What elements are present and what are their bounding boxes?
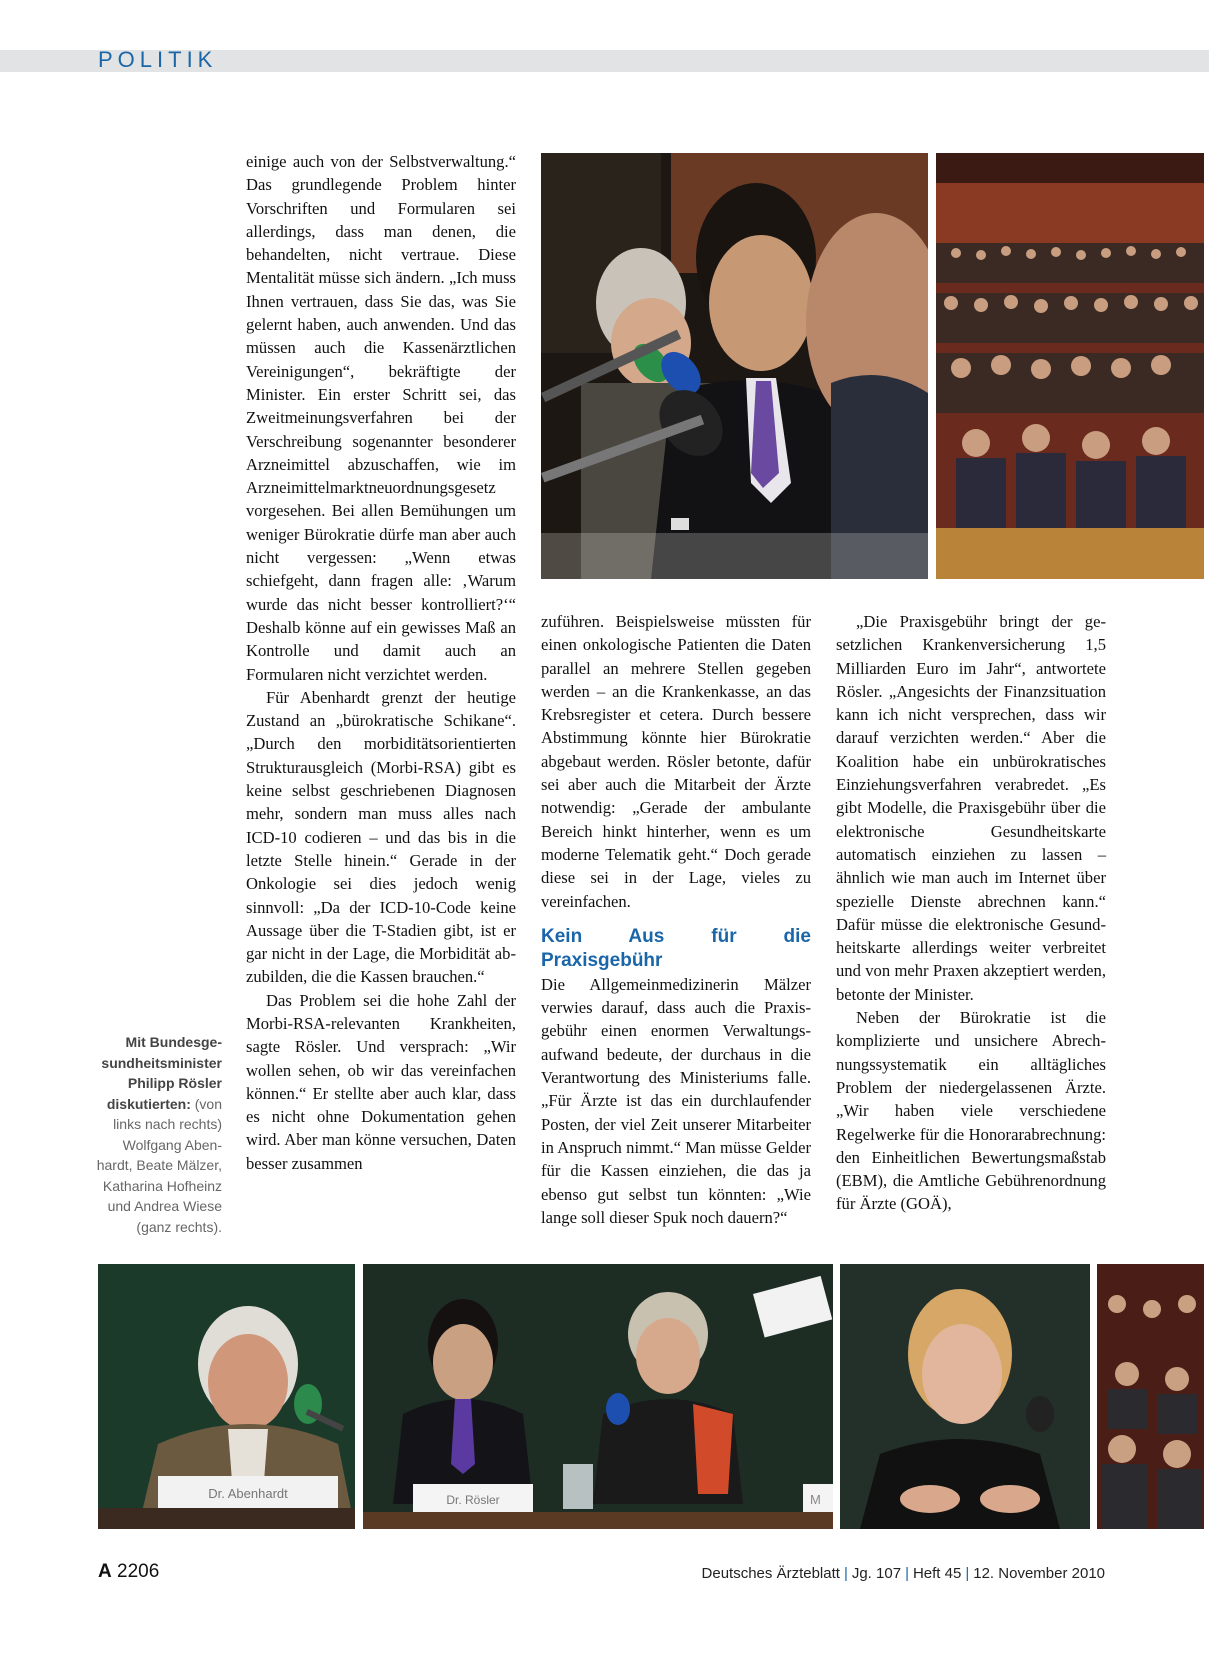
footer-separator: | (965, 1565, 970, 1582)
page-prefix: A (98, 1561, 112, 1582)
nameplate-m: M (810, 1492, 821, 1507)
photo-minister-speaking (541, 153, 928, 579)
paragraph: Das Problem sei die hohe Zahl der Morbi-RSA-relevanten Krankheiten, sagte Rösler. Und versprach: „Wir wollen sehen, ob wir das vereinfachen können.“ Er stellte aber auch klar, dass es nicht ohne Dokumentation gehen wird. Aber man könne versuchen, Daten besser zusammen (246, 990, 516, 1173)
photo-panel (363, 1264, 833, 1529)
journal-footer (702, 1565, 1105, 1582)
photo-abenhardt (98, 1264, 355, 1529)
paragraph: einige auch von der Selbstverwaltung.“ Das grundlegende Problem hinter Vorschriften und Formularen sei allerdings, dass man denen, die behandelten, nicht vertraue. Diese Mentalität müsse sich ändern. „Ich muss Ihnen vertrauen, dass Sie das, was Sie gelernt haben, auch anwenden. Und das müssen auch die Kassenärztlichen Vereinigungen“, bekräftigte der Minister. Ein erster Schritt sei, das Zweitmeinungsverfahren bei der Verschreibung sogenannter besonderer Arzneimittel abzuschaffen, wie im Arzneimittelmarktneuordnungsgesetz vorgesehen. Bei allen Bemühungen um weniger Bürokratie dürfe man aber auch nicht vergessen: „Wenn etwas schiefgeht, dann fragen alle: ‚Warum wurde das nicht besser kontrolliert?‘“ Deshalb könne auf ein gewisses Maß an Kontrolle und damit auch an Formularen nicht verzichtet werden. (246, 152, 516, 684)
caption-text: (von links nach rechts) Wolfgang Abenhardt, Beate Mälzer, Katharina Hofheinz und Andrea Wiese (ganz rechts). (96, 1095, 222, 1235)
nameplate-roesler: Dr. Rösler (446, 1493, 500, 1507)
caption-lead: Mit Bundesgesundheitsminister Philipp Rösler diskutierten: (101, 1034, 222, 1112)
photo-audience-small (1097, 1264, 1204, 1529)
paragraph: „Die Praxisgebühr bringt der gesetzlichen Krankenversicherung 1,5 Milliarden Euro im Jahr“, antwortete Rösler. „Angesichts der Finanzsituation kann ich nicht versprechen, dass wir darauf verzichten werden.“ Aber die Koalition habe ein unbürokratisches Einziehungsverfahren verabredet. „Es gibt Modelle, die Praxisgebühr über die elektronische Gesundheitskarte automatisch einziehen zu lassen – ähnlich wie man auch im Internet über spezielle Dienste abrechnen kann.“ Dafür müsse die elektronische Gesundheitskarte allerdings weiter verbreitet und von mehr Praxen akzeptiert werden, betonte der Minister. (836, 612, 1106, 1004)
text-column-2 (541, 610, 811, 1229)
paragraph: Neben der Bürokratie ist die komplizierte und unsichere Abrechnungssystematik ein alltägliches Problem der niedergelassenen Ärzte. „Wir haben viele verschiedene Regelwerke für die Honorarabrechnung: den Einheitlichen Bewertungsmaßstab (EBM), die Amtliche Gebührenordnung für Ärzte (GOÄ), (836, 1008, 1106, 1214)
text-column-1 (246, 150, 516, 1175)
subheading: Kein Aus für die Praxisgebühr (541, 925, 811, 971)
photo-caption (96, 1032, 222, 1237)
footer-separator: | (843, 1565, 848, 1582)
journal-issue: Heft 45 (912, 1565, 962, 1582)
journal-date: 12. November 2010 (973, 1565, 1105, 1582)
page-folio (98, 1561, 159, 1583)
paragraph: zuführen. Beispielsweise müssten für einen onkologische Patienten die Daten parallel an mehrere Stellen gegeben werden – an die Krankenkasse, an das Krebsregister et cetera. Durch bessere Abstimmung könnte hier Bürokratie abgebaut werden. Rösler betonte, dafür sei aber auch die Mitarbeit der Ärzte notwendig: „Gerade der ambulante Bereich hinkt hinterher, wenn es um moderne Telematik geht.“ Doch gerade diese sei in der Lage, vieles zu vereinfachen. (541, 612, 811, 911)
journal-name: Deutsches Ärzteblatt (701, 1565, 840, 1582)
journal-volume: Jg. 107 (851, 1565, 902, 1582)
page-number: 2206 (117, 1561, 160, 1582)
text-column-3 (836, 610, 1106, 1216)
paragraph: Für Abenhardt grenzt der heutige Zustand an „bürokratische Schikane“. „Durch den morbiditätsorientierten Strukturausgleich (Morbi-RSA) gibt es keine selbst geschriebenen Diagnosen mehr, sondern man muss alles nach ICD-10 codieren – und das bis in die letzte Stelle hinein.“ Gerade in der Onkologie sei dies jedoch wenig sinnvoll: „Da der ICD-10-Code keine Aussage über die T-Stadien gibt, ist er gar nicht in der Lage, die Morbidität abzubilden, die die Kassen brauchen.“ (246, 687, 516, 987)
paragraph: Die Allgemeinmedizinerin Mälzer verwies darauf, dass auch die Praxisgebühr einen enormen Verwaltungsaufwand bedeute, der durchaus in die Verantwortung des Ministeriums falle. „Für Ärzte ist das ein durchlaufender Posten, der viel Zeit unserer Mitarbeiter in Anspruch nimmt.“ Man müsse Gelder für die Kassen einziehen, die das ja ebenso gut selbst tun könnten: „Wie lange soll dieser Spuk noch dauern?“ (541, 974, 811, 1227)
photo-audience (936, 153, 1204, 579)
nameplate-abenhardt: Dr. Abenhardt (208, 1486, 288, 1501)
section-label: POLITIK (98, 47, 218, 72)
footer-separator: | (905, 1565, 909, 1582)
photo-hofheinz (840, 1264, 1090, 1529)
